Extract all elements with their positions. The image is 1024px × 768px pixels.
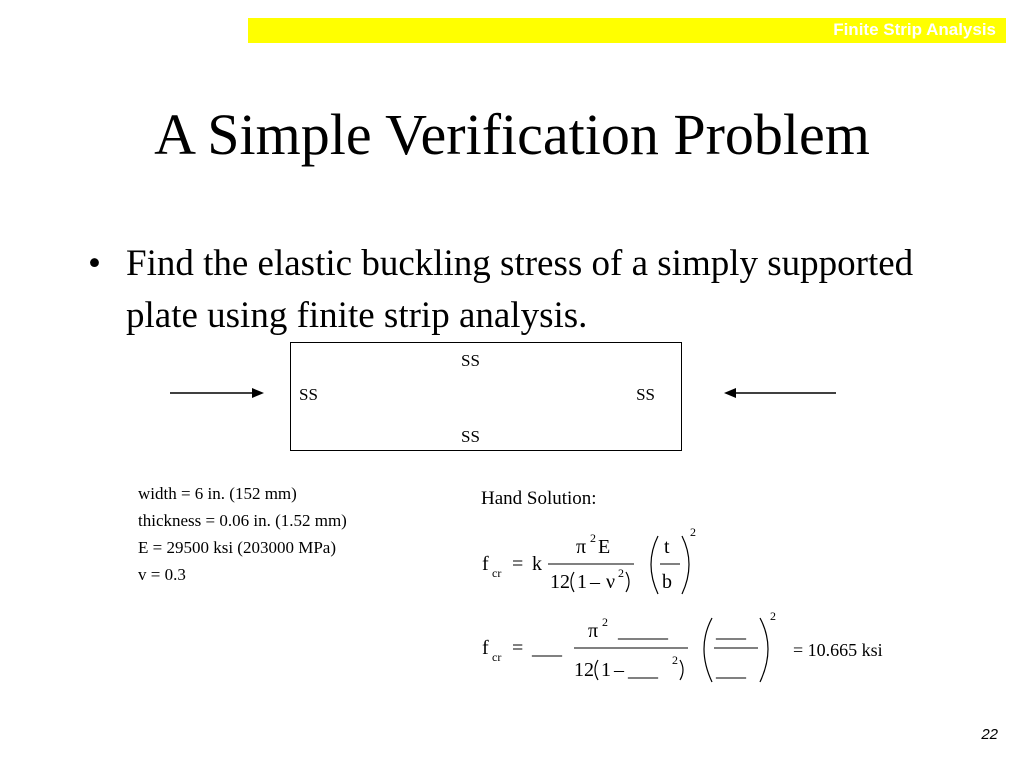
eq2-nu-exp: 2	[672, 653, 678, 667]
left-arrow-icon	[168, 384, 266, 402]
eq1-pi: π	[576, 536, 587, 558]
eq1-k: k	[532, 553, 542, 575]
eq2-E-blank: _____	[618, 620, 668, 642]
eq2-outer-exp: 2	[770, 609, 776, 623]
page-number: 22	[981, 726, 998, 743]
property-poisson: v = 0.3	[138, 565, 186, 584]
eq1-f: f	[482, 553, 489, 575]
property-modulus: E = 29500 ksi (203000 MPa)	[138, 538, 336, 557]
eq2-minus: –	[614, 659, 624, 681]
eq1-nu-exp: 2	[618, 566, 624, 580]
hand-solution-label: Hand Solution:	[481, 488, 597, 509]
eq1-pi-exp: 2	[590, 531, 596, 545]
header-label: Finite Strip Analysis	[833, 20, 996, 39]
eq1-t: t	[664, 536, 670, 558]
eq2-equals: =	[512, 637, 524, 659]
eq2-twelve: 12	[574, 659, 594, 681]
eq2-f: f	[482, 637, 489, 659]
equation-general	[478, 522, 718, 602]
right-arrow-icon	[722, 384, 838, 402]
edge-left-label: SS	[299, 385, 318, 404]
eq2-b-blank: ___	[716, 659, 746, 681]
property-width: width = 6 in. (152 mm)	[138, 484, 297, 503]
eq1-cr: cr	[492, 566, 502, 580]
eq1-one: 1	[577, 571, 587, 593]
eq1-minus: –	[590, 571, 600, 593]
eq2-t-blank: ___	[716, 620, 746, 642]
slide-title: A Simple Verification Problem	[154, 102, 870, 167]
header-bar	[248, 18, 1006, 43]
eq2-k-blank: ___	[532, 637, 562, 659]
eq2-pi: π	[588, 620, 599, 642]
eq1-equals: =	[512, 553, 524, 575]
eq2-cr: cr	[492, 650, 502, 664]
plate-diagram	[290, 342, 682, 451]
eq1-twelve: 12	[550, 571, 570, 593]
eq2-one: 1	[601, 659, 611, 681]
eq1-E: E	[598, 536, 611, 558]
equation-substituted	[478, 606, 788, 690]
eq2-pi-exp: 2	[602, 615, 608, 629]
property-thickness: thickness = 0.06 in. (1.52 mm)	[138, 511, 347, 530]
bullet-text: Find the elastic buckling stress of a simply supported plate using finite strip analysis.	[126, 243, 914, 336]
edge-right-label: SS	[636, 385, 655, 404]
bullet-symbol: •	[88, 243, 101, 284]
eq1-outer-exp: 2	[690, 525, 696, 539]
eq1-b: b	[662, 571, 672, 593]
eq2-nu-blank: ___	[628, 659, 658, 681]
eq1-nu: ν	[606, 571, 616, 593]
result-value: = 10.665 ksi	[793, 640, 883, 660]
edge-bottom-label: SS	[461, 427, 480, 446]
edge-top-label: SS	[461, 351, 480, 370]
plate-properties	[138, 480, 347, 588]
